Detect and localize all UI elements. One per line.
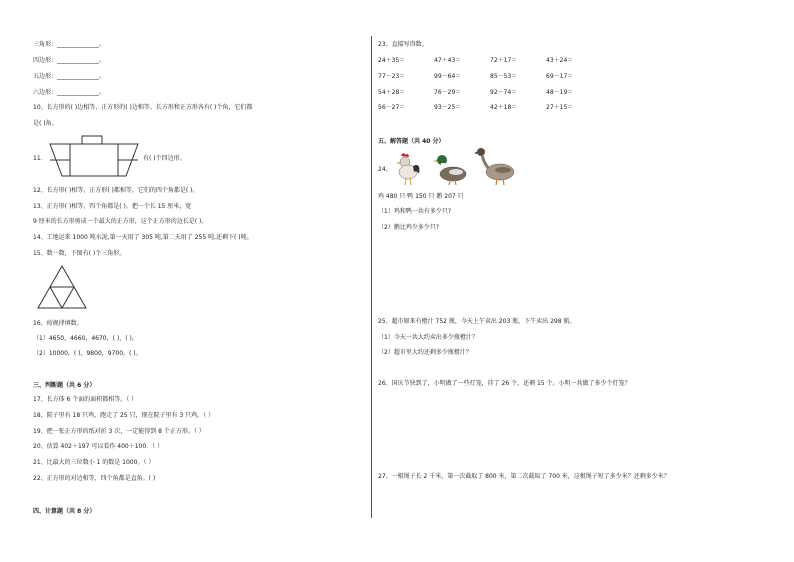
calc-item: 92－74＝ xyxy=(490,89,518,96)
question-11-number: 11． xyxy=(33,155,47,162)
question-17: 17、长方体 6 个面的面积都相等。（ ） xyxy=(33,396,138,403)
goose-image xyxy=(474,146,516,186)
question-16: 16、按规律填数。 xyxy=(33,320,83,327)
question-26: 26、国庆节快到了，小明做了一些灯笼，挂了 26 个，还剩 15 个。小明一共做了多少个灯笼？ xyxy=(378,380,631,387)
calc-item: 42＋18＝ xyxy=(490,104,518,111)
question-13b: 9 厘米的长方形剪成一个最大的正方形，这个正方形的边长是( )。 xyxy=(33,218,208,225)
calc-item: 85－53＝ xyxy=(490,73,518,80)
question-27: 27、一根绳子长 2 千米，第一次截取了 800 米，第二次截取了 700 米，这根绳子短了多少米？还剩多少米？ xyxy=(378,473,670,480)
calc-item: 43＋24＝ xyxy=(546,57,574,64)
calc-item: 99－64＝ xyxy=(434,73,462,80)
question-25: 25、超市原来有橙汁 752 瓶，今天上午卖出 203 瓶，下午卖出 298 瓶。 xyxy=(378,318,576,325)
section-3-heading: 三、判断题（共 6 分） xyxy=(33,382,96,389)
line-hexagon: 六边形：______________。 xyxy=(33,89,106,96)
question-15: 15、数一数，下图有( )个三角形。 xyxy=(33,250,126,257)
question-21: 21、比最大的三位数小 1 的数是 1000。（ ） xyxy=(33,459,155,466)
trapezoid-figure xyxy=(46,135,142,181)
calc-item: 76－29＝ xyxy=(434,89,462,96)
question-13a: 13、正方形( )相等，四个角都是( )。把一个长 15 厘米，宽 xyxy=(33,203,192,210)
calc-item: 54＋28＝ xyxy=(378,89,406,96)
calc-item: 24＋35＝ xyxy=(378,57,406,64)
question-24-part1: （1）鸡和鸭一共有多少只? xyxy=(378,208,452,215)
question-22: 22、正方形的对边相等，四个角都是直角。( ) xyxy=(33,475,156,482)
question-14: 14、工地运来 1000 吨水泥,第一天用了 305 吨,第二天用了 255 吨,还剩下( )吨。 xyxy=(33,234,253,241)
question-19: 19、把一张正方形的纸对折 3 次，一定能得到 8 个正方形。（ ） xyxy=(33,428,205,435)
calc-item: 93－25＝ xyxy=(434,104,462,111)
question-20: 20、估算 402＋197 可以看作 400＋100．（ ） xyxy=(33,443,164,450)
question-24-counts: 鸡 480 只 鸭 150 只 鹅 207 只 xyxy=(378,193,464,200)
question-10a: 10、长方形的( )边相等，正方形的( )边相等。长方形和正方形各有( )个角，它们都 xyxy=(33,104,253,111)
calc-item: 77－23＝ xyxy=(378,73,406,80)
triangle-figure xyxy=(36,264,88,310)
question-11: 有( )个四边形。 xyxy=(143,155,186,162)
column-divider xyxy=(371,36,372,518)
line-triangle: 三角形：______________。 xyxy=(33,41,106,48)
calc-item: 48－19＝ xyxy=(546,89,574,96)
section-4-heading: 四、计算题（共 8 分） xyxy=(33,508,96,515)
question-25-part1: （1）今天一共大约卖出多少瓶橙汁？ xyxy=(378,334,478,341)
calc-item: 27＋15＝ xyxy=(546,104,574,111)
duck-image xyxy=(432,152,468,186)
calc-item: 69－17＝ xyxy=(546,73,574,80)
line-pentagon: 五边形：______________。 xyxy=(33,73,106,80)
question-10b: 是( )角。 xyxy=(33,120,58,127)
question-12: 12、长方形( )相等，正方形( )都相等，它们的四个角都是( )。 xyxy=(33,187,199,194)
question-23: 23、直接写得数。 xyxy=(378,41,428,48)
question-18: 18、院子里有 18 只鸡，跑走了 25 只，现在院子里有 3 只鸡。（ ） xyxy=(33,412,215,419)
calc-item: 47＋43＝ xyxy=(434,57,462,64)
rooster-image xyxy=(393,150,421,186)
question-16-part2: （2）10000，( )，9800，9700，( )。 xyxy=(33,350,142,357)
question-24: 24、 xyxy=(378,166,392,173)
section-5-heading: 五、解答题（共 40 分） xyxy=(378,138,445,145)
question-16-part1: （1）4650，4660，4670，( )，( )。 xyxy=(33,335,138,342)
calc-item: 56－27＝ xyxy=(378,104,406,111)
line-quadrilateral: 四边形：______________。 xyxy=(33,57,106,64)
calc-item: 72＋17＝ xyxy=(490,57,518,64)
question-24-part2: （2）鹅比鸡少多少只? xyxy=(378,224,440,231)
question-25-part2: （2）超市里大约还剩多少瓶橙汁？ xyxy=(378,349,472,356)
